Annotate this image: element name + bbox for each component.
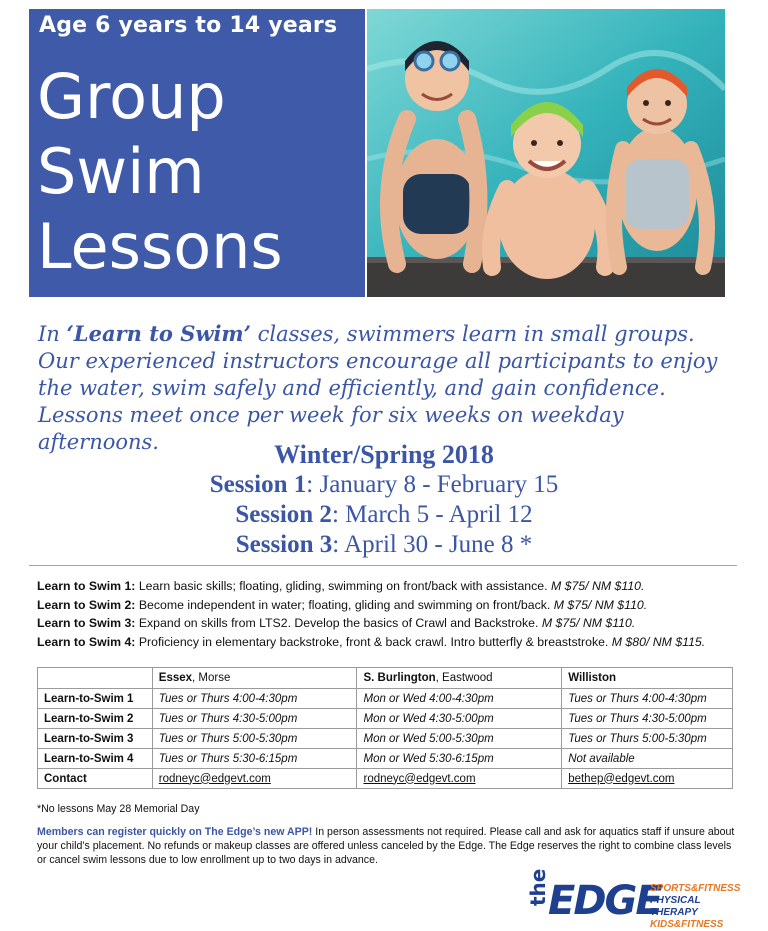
title-line: Lessons (37, 210, 283, 283)
location-header (152, 668, 357, 689)
contact-email-link[interactable]: rodneyc@edgevt.com (152, 769, 357, 789)
table-cell: Tues or Thurs 4:00-4:30pm (152, 689, 357, 709)
row-label-text: Learn-to-Swim 1 (44, 692, 134, 705)
level-price: M $75/ NM $110. (550, 579, 645, 593)
level-name: Learn to Swim 4: (37, 634, 136, 649)
tagline-line: KIDS&FITNESS (650, 919, 724, 930)
location-venue: , Morse (192, 672, 231, 684)
logo-tagline (650, 883, 740, 931)
table-row (38, 729, 733, 749)
level-desc: Proficiency in elementary backstroke, front & back crawl. Intro butterfly & breaststroke. (135, 634, 612, 649)
table-header-row (38, 668, 733, 689)
level-price: M $75/ NM $110. (553, 597, 648, 612)
location-header (562, 668, 733, 689)
level-item (37, 577, 757, 596)
table-cell: Mon or Wed 5:30-6:15pm (357, 749, 562, 769)
table-cell: Tues or Thurs 5:00-5:30pm (152, 729, 357, 749)
age-range: Age 6 years to 14 years (39, 13, 338, 38)
location-name: Williston (568, 672, 616, 684)
level-name: Learn to Swim 2: (37, 597, 136, 612)
tagline-line: PHYSICAL THERAPY (650, 895, 701, 918)
level-descriptions (37, 577, 757, 651)
session-dates-text: : January 8 - February 15 (306, 471, 559, 498)
table-row (38, 709, 733, 729)
table-cell: Mon or Wed 4:00-4:30pm (357, 689, 562, 709)
table-cell: Tues or Thurs 4:30-5:00pm (562, 709, 733, 729)
holiday-note: *No lessons May 28 Memorial Day (37, 803, 200, 815)
row-label-text: Learn-to-Swim 2 (44, 712, 134, 725)
header-empty-cell (38, 668, 153, 689)
row-label-text: Learn-to-Swim 3 (44, 732, 134, 745)
table-row (38, 749, 733, 769)
schedule-table (37, 667, 733, 789)
session-label: Session 1 (209, 471, 307, 498)
swimmers-photo (367, 9, 725, 297)
level-price: M $80/ NM $115. (611, 634, 706, 649)
title-line: Swim (37, 135, 205, 208)
season-title: Winter/Spring 2018 (274, 440, 494, 469)
row-label (38, 729, 153, 749)
table-cell: Tues or Thurs 4:30-5:00pm (152, 709, 357, 729)
program-name: ‘Learn to Swim’ (66, 321, 251, 346)
table-cell: Tues or Thurs 4:00-4:30pm (562, 689, 733, 709)
session-dates-text: : March 5 - April 12 (331, 501, 533, 528)
location-name: S. Burlington (363, 672, 436, 684)
page-title (37, 59, 283, 284)
row-label (38, 689, 153, 709)
session-dates-text: : April 30 - June 8 * (332, 531, 533, 558)
level-desc: Expand on skills from LTS2. Develop the basics of Crawl and Backstroke. (135, 616, 542, 630)
session-dates (0, 440, 768, 560)
fine-print (37, 825, 737, 867)
level-item (37, 596, 757, 615)
hero-banner (29, 9, 725, 297)
logo-edge: EDGE (548, 878, 661, 924)
session-line (0, 500, 768, 530)
table-cell: Not available (562, 749, 733, 769)
level-desc: Learn basic skills; floating, gliding, swimming on front/back with assistance. (135, 579, 551, 593)
session-label: Session 3 (235, 531, 333, 558)
divider (29, 565, 737, 566)
level-item (37, 614, 757, 633)
location-venue: , Eastwood (435, 672, 493, 684)
table-cell: Mon or Wed 4:30-5:00pm (357, 709, 562, 729)
session-label: Session 2 (235, 501, 332, 528)
contact-email-link[interactable]: rodneyc@edgevt.com (357, 769, 562, 789)
level-name: Learn to Swim 1: (37, 579, 136, 593)
swimmers-illustration (367, 9, 725, 297)
logo-the: the (526, 868, 550, 906)
level-name: Learn to Swim 3: (37, 616, 136, 630)
level-item (37, 633, 757, 652)
intro-text: In (38, 322, 67, 346)
level-desc: Become independent in water; floating, gliding and swimming on front/back. (135, 597, 554, 612)
level-price: M $75/ NM $110. (541, 616, 636, 630)
table-cell: Tues or Thurs 5:00-5:30pm (562, 729, 733, 749)
the-edge-logo (526, 868, 741, 930)
location-header (357, 668, 562, 689)
intro-paragraph (38, 320, 728, 456)
fine-print-text: In person assessments not required. Please call and ask for aquatics staff if unsure about your child’s placement. No refunds or makeup classes are offered unless canceled by the Edge. The Edge reserves the right to combine class levels or cancel swim lessons due to low enrollment up to two days in advance. (37, 826, 735, 866)
table-cell: Tues or Thurs 5:30-6:15pm (152, 749, 357, 769)
row-label-text: Contact (44, 772, 87, 785)
contact-email-link[interactable]: bethep@edgevt.com (562, 769, 733, 789)
tagline-line: SPORTS&FITNESS (650, 883, 741, 894)
session-line (0, 530, 768, 560)
hero-title-panel (29, 9, 365, 297)
table-cell: Mon or Wed 5:00-5:30pm (357, 729, 562, 749)
row-label (38, 709, 153, 729)
contact-row (38, 769, 733, 789)
session-line (0, 470, 768, 500)
row-label (38, 769, 153, 789)
table-row (38, 689, 733, 709)
row-label-text: Learn-to-Swim 4 (44, 752, 134, 765)
intro-text: classes, swimmers learn in small groups. Our experienced instructors encourage all participants to enjoy the water, swim safely and efficiently, and gain confidence. Lessons meet once per week for six weeks on weekday afternoons. (38, 322, 718, 454)
row-label (38, 749, 153, 769)
location-name: Essex (158, 672, 193, 684)
app-promo: Members can register quickly on The Edge’s new APP! (37, 826, 313, 838)
title-line: Group (37, 60, 226, 133)
